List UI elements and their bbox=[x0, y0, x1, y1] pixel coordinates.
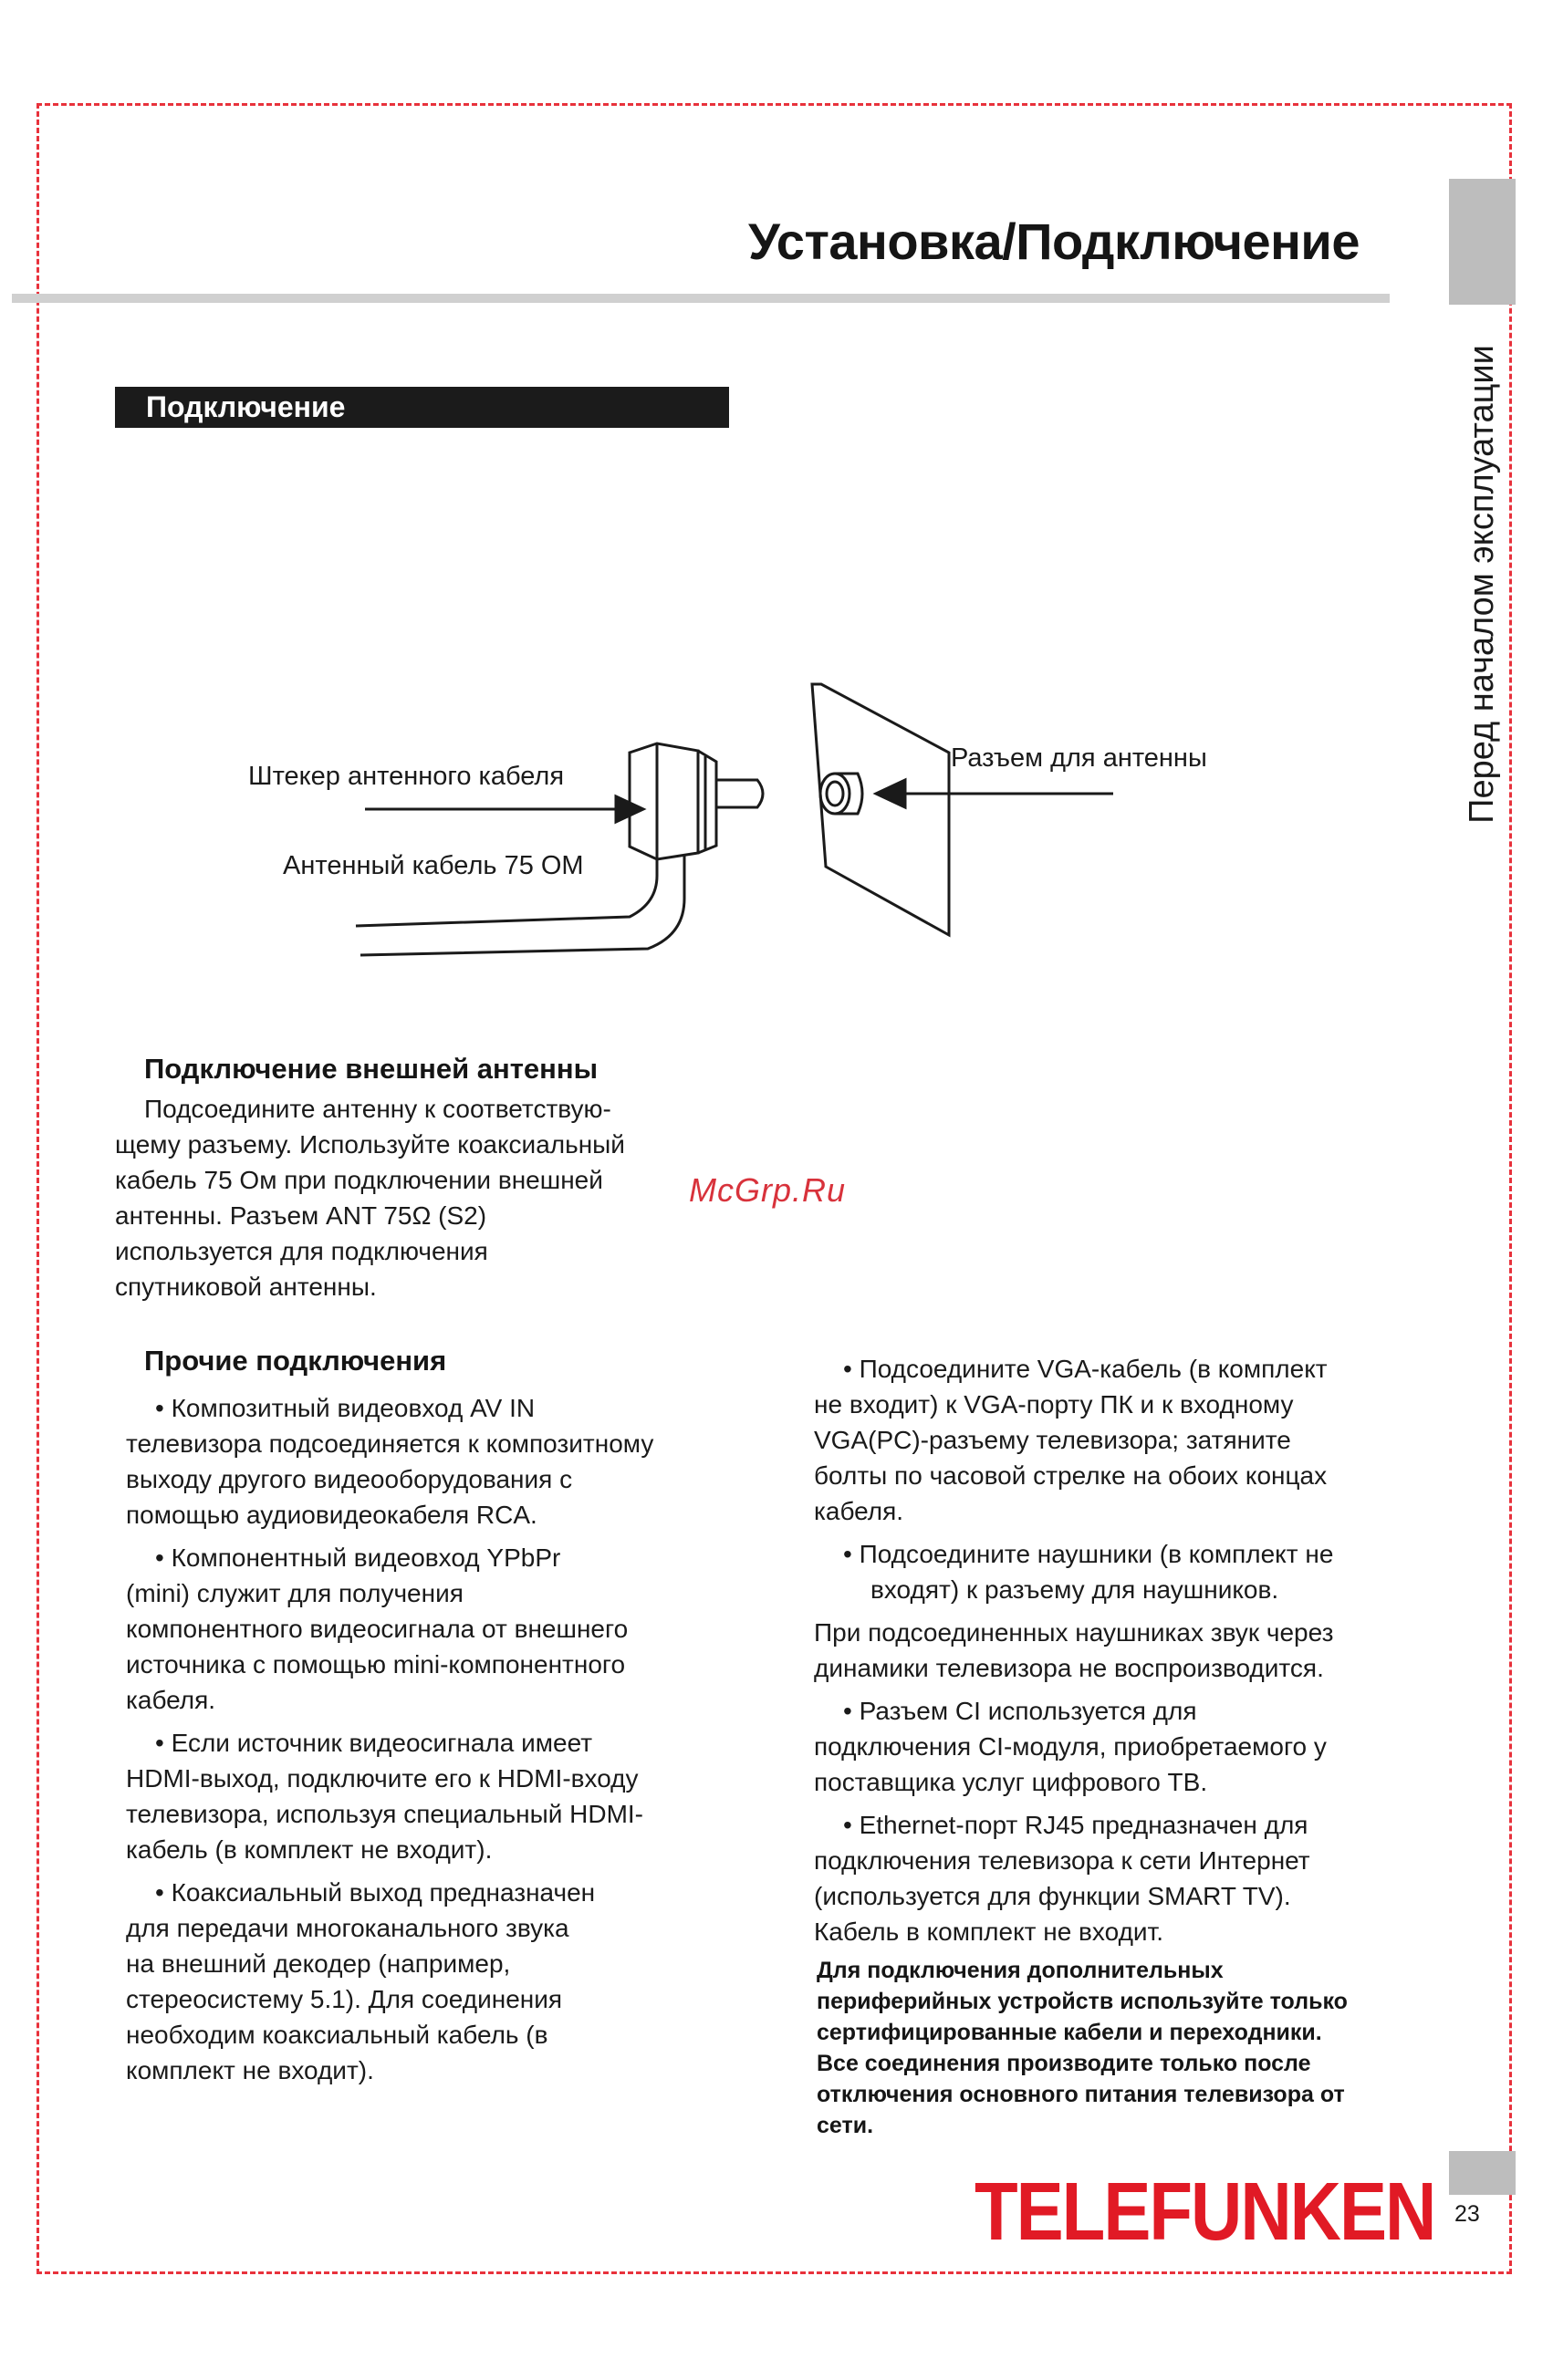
other-connections-heading: Прочие подключения bbox=[144, 1345, 447, 1377]
text-line: выходу другого видеооборудования с bbox=[126, 1465, 573, 1493]
text-line: комплект не входит). bbox=[126, 2056, 374, 2084]
wall-plate-shape bbox=[812, 684, 949, 935]
text-line: (mini) служит для получения bbox=[126, 1579, 464, 1607]
text-line: • Если источник видеосигнала имеет bbox=[155, 1729, 593, 1757]
text-line: • Компонентный видеовход YPbPr bbox=[155, 1543, 561, 1572]
socket-inner bbox=[827, 782, 843, 805]
section-title: Подключение bbox=[146, 390, 346, 423]
paragraph bbox=[814, 1693, 1453, 1800]
text-line: используется для подключения bbox=[115, 1237, 488, 1265]
text-line: При подсоединенных наушниках звук через bbox=[814, 1618, 1334, 1647]
text-line: болты по часовой стрелке на обоих концах bbox=[814, 1461, 1328, 1490]
page-title: Установка/Подключение bbox=[747, 213, 1360, 270]
side-tab-marker bbox=[1449, 179, 1516, 305]
title-rule bbox=[12, 294, 1390, 303]
text-line: подключения телевизора к сети Интернет bbox=[814, 1846, 1310, 1875]
paragraph bbox=[126, 1540, 746, 1718]
text-line: • Коаксиальный выход предназначен bbox=[155, 1878, 596, 1907]
text-line: поставщика услуг цифрового ТВ. bbox=[814, 1768, 1208, 1796]
brand-logo: TELEFUNKEN bbox=[975, 2165, 1435, 2258]
plug-body bbox=[630, 743, 698, 859]
plug-pin bbox=[716, 780, 763, 807]
page-number-tab bbox=[1449, 2151, 1516, 2195]
text-line: периферийных устройств используйте только bbox=[817, 1989, 1348, 2014]
external-antenna-heading: Подключение внешней антенны bbox=[144, 1053, 599, 1085]
text-line: спутниковой антенны. bbox=[115, 1273, 377, 1301]
text-line: не входит) к VGA-порту ПК и к входному bbox=[814, 1390, 1294, 1419]
side-tab bbox=[1449, 310, 1516, 857]
warning-note bbox=[817, 1955, 1446, 2141]
paragraph bbox=[814, 1351, 1453, 1529]
text-line: • Подсоедините VGA-кабель (в комплект bbox=[843, 1355, 1328, 1383]
side-tab-label: Перед началом эксплуатации bbox=[1463, 344, 1502, 824]
socket-outer bbox=[820, 774, 849, 814]
plug-collar bbox=[698, 751, 716, 853]
text-line: необходим коаксиальный кабель (в bbox=[126, 2021, 548, 2049]
text-line: на внешний декодер (например, bbox=[126, 1949, 511, 1978]
text-line: кабель 75 Ом при подключении внешней bbox=[115, 1166, 603, 1194]
text-line: • Ethernet-порт RJ45 предназначен для bbox=[843, 1811, 1308, 1839]
antenna-diagram bbox=[228, 670, 1277, 972]
text-line: • Композитный видеовход AV IN bbox=[155, 1394, 536, 1422]
text-line: • Разъем CI используется для bbox=[843, 1697, 1197, 1725]
other-left-column bbox=[126, 1390, 746, 2095]
text-line: • Подсоедините наушники (в комплект не bbox=[843, 1540, 1334, 1568]
text-line: VGA(PC)-разъему телевизора; затяните bbox=[814, 1426, 1291, 1454]
page-number: 23 bbox=[1454, 2201, 1480, 2227]
text-line: входят) к разъему для наушников. bbox=[870, 1575, 1279, 1604]
socket-arrow-head bbox=[876, 780, 905, 807]
watermark: McGrp.Ru bbox=[689, 1171, 847, 1209]
other-right-column bbox=[814, 1351, 1453, 1957]
text-line: кабеля. bbox=[814, 1497, 904, 1525]
label-plug: Штекер антенного кабеля bbox=[248, 762, 565, 791]
text-line: (используется для функции SMART TV). bbox=[814, 1882, 1291, 1910]
text-line: кабель (в комплект не входит). bbox=[126, 1835, 493, 1864]
label-socket: Разъем для антенны bbox=[951, 743, 1207, 773]
text-line: Для подключения дополнительных bbox=[817, 1958, 1224, 1983]
paragraph bbox=[126, 1725, 746, 1867]
text-line: отключения основного питания телевизора от bbox=[817, 2082, 1345, 2107]
text-line: кабеля. bbox=[126, 1686, 216, 1714]
text-line: HDMI-выход, подключите его к HDMI-входу bbox=[126, 1764, 639, 1793]
text-line: подключения CI-модуля, приобретаемого у bbox=[814, 1732, 1327, 1761]
text-line: телевизора подсоединяется к композитному bbox=[126, 1429, 654, 1458]
text-line: динамики телевизора не воспроизводится. bbox=[814, 1654, 1324, 1682]
paragraph bbox=[814, 1807, 1453, 1949]
text-line: Кабель в комплект не входит. bbox=[814, 1918, 1164, 1946]
text-line: Подсоедините антенну к соответствую- bbox=[144, 1095, 611, 1123]
text-line: для передачи многоканального звука bbox=[126, 1914, 569, 1942]
external-antenna-text bbox=[115, 1091, 735, 1304]
text-line: антенны. Разъем ANT 75Ω (S2) bbox=[115, 1201, 487, 1230]
text-line: сети. bbox=[817, 2113, 874, 2138]
text-line: телевизора, используя специальный HDMI- bbox=[126, 1800, 643, 1828]
text-line: источника с помощью mini-компонентного bbox=[126, 1650, 626, 1678]
text-line: помощью аудиовидеокабеля RCA. bbox=[126, 1501, 537, 1529]
antenna-diagram-drawing bbox=[228, 670, 1277, 972]
text-line: сертифицированные кабели и переходники. bbox=[817, 2020, 1322, 2045]
paragraph bbox=[814, 1536, 1453, 1607]
label-cable: Антенный кабель 75 ОМ bbox=[283, 851, 584, 880]
section-header bbox=[115, 387, 729, 428]
text-line: щему разъему. Используйте коаксиальный bbox=[115, 1130, 625, 1159]
text-line: Все соединения производите только после bbox=[817, 2051, 1311, 2076]
paragraph bbox=[814, 1615, 1453, 1686]
paragraph bbox=[126, 1875, 746, 2088]
text-line: компонентного видеосигнала от внешнего bbox=[126, 1615, 629, 1643]
text-line: стереосистему 5.1). Для соединения bbox=[126, 1985, 563, 2013]
paragraph bbox=[126, 1390, 746, 1533]
